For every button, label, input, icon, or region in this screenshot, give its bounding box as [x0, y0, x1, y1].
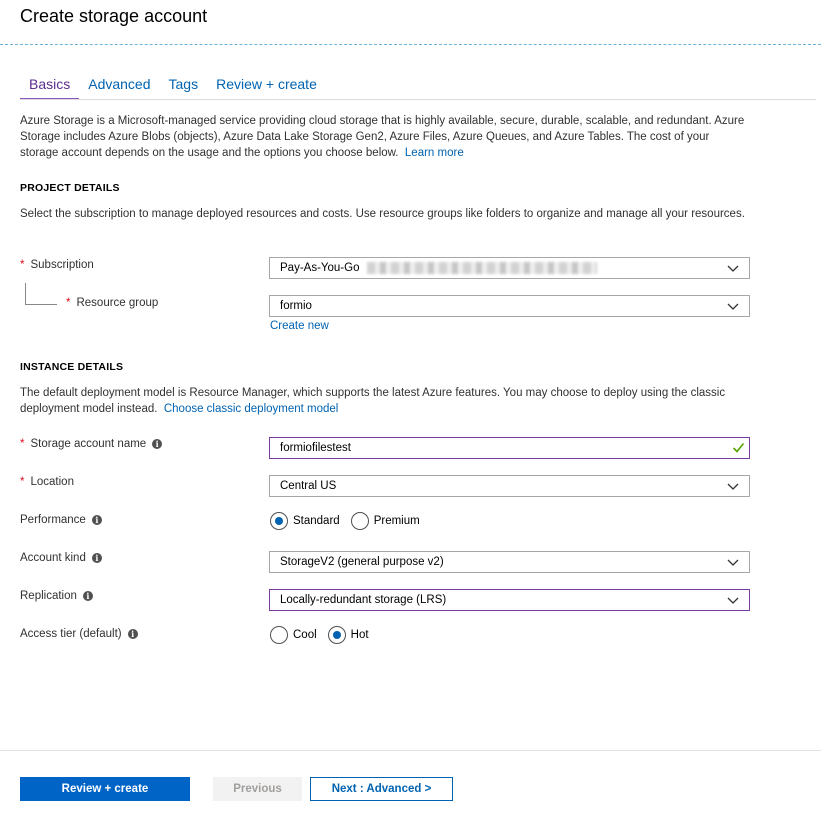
- instance-details-heading: INSTANCE DETAILS: [20, 361, 124, 373]
- tab-bar: [20, 76, 326, 100]
- next-advanced-button[interactable]: Next : Advanced >: [310, 777, 453, 801]
- radio-unchecked[interactable]: [351, 512, 369, 530]
- location-label: [20, 476, 74, 488]
- header-divider: [0, 44, 821, 45]
- performance-premium-label: Premium: [373, 515, 420, 527]
- checkmark-icon: [732, 441, 745, 454]
- chevron-down-icon: [727, 262, 739, 274]
- radio-unchecked[interactable]: [270, 626, 288, 644]
- info-icon[interactable]: i: [92, 515, 102, 525]
- required-asterisk: *: [20, 259, 25, 271]
- replication-value: Locally-redundant storage (LRS): [280, 594, 447, 606]
- subscription-label: [20, 259, 94, 271]
- previous-button[interactable]: Previous: [213, 777, 302, 801]
- subscription-value: Pay-As-You-Go: [280, 262, 360, 274]
- chevron-down-icon: [727, 556, 739, 568]
- replication-label: [20, 590, 93, 602]
- create-new-link[interactable]: Create new: [270, 320, 329, 332]
- access-tier-hot-label: Hot: [350, 629, 369, 641]
- radio-checked[interactable]: [328, 626, 346, 644]
- project-details-description: Select the subscription to manage deployed resources and costs. Use resource groups like folders to organize and manage all your resources.: [20, 208, 745, 220]
- redacted-subscription-id: [367, 262, 597, 274]
- account-kind-select[interactable]: [269, 551, 750, 573]
- project-details-heading: PROJECT DETAILS: [20, 182, 120, 194]
- performance-premium-option[interactable]: [351, 512, 420, 530]
- tab-review-create[interactable]: Review + create: [216, 76, 317, 92]
- review-create-button[interactable]: Review + create: [20, 777, 190, 801]
- storage-account-name-value: formiofilestest: [280, 442, 351, 454]
- access-tier-hot-option[interactable]: [328, 626, 369, 644]
- resource-group-label-text: Resource group: [76, 297, 159, 309]
- tree-connector: [25, 283, 57, 305]
- performance-label-text: Performance: [20, 514, 86, 526]
- resource-group-value: formio: [280, 300, 312, 312]
- access-tier-label-text: Access tier (default): [20, 628, 122, 640]
- tab-tags[interactable]: Tags: [168, 76, 199, 92]
- required-asterisk: *: [20, 476, 25, 488]
- storage-account-name-input[interactable]: [269, 437, 750, 459]
- location-select[interactable]: [269, 475, 750, 497]
- resource-group-label: [66, 297, 158, 309]
- required-asterisk: *: [66, 297, 71, 309]
- tabs-divider: [20, 99, 816, 100]
- replication-select[interactable]: [269, 589, 750, 611]
- chevron-down-icon: [727, 480, 739, 492]
- subscription-select[interactable]: [269, 257, 750, 279]
- location-value: Central US: [280, 480, 337, 492]
- subscription-label-text: Subscription: [30, 259, 94, 271]
- storage-account-name-label-text: Storage account name: [30, 438, 147, 450]
- tab-advanced[interactable]: Advanced: [88, 76, 151, 92]
- info-icon[interactable]: i: [92, 553, 102, 563]
- performance-label: [20, 514, 102, 526]
- account-kind-label-text: Account kind: [20, 552, 86, 564]
- radio-checked[interactable]: [270, 512, 288, 530]
- access-tier-radio-group: [270, 626, 380, 644]
- performance-standard-option[interactable]: [270, 512, 340, 530]
- account-kind-value: StorageV2 (general purpose v2): [280, 556, 444, 568]
- classic-deployment-link[interactable]: Choose classic deployment model: [163, 403, 339, 415]
- chevron-down-icon: [727, 594, 739, 606]
- footer-divider: [0, 750, 821, 751]
- info-icon[interactable]: i: [152, 439, 162, 449]
- performance-radio-group: [270, 512, 431, 530]
- instance-details-paragraph: [20, 385, 750, 417]
- access-tier-cool-label: Cool: [293, 629, 317, 641]
- required-asterisk: *: [20, 438, 25, 450]
- tab-basics[interactable]: Basics: [20, 76, 79, 100]
- intro-paragraph: [20, 113, 750, 161]
- info-icon[interactable]: i: [83, 591, 93, 601]
- info-icon[interactable]: i: [128, 629, 138, 639]
- access-tier-label: [20, 628, 138, 640]
- storage-account-name-label: [20, 438, 162, 450]
- page-title: Create storage account: [20, 6, 208, 26]
- learn-more-link[interactable]: Learn more: [404, 147, 464, 159]
- account-kind-label: [20, 552, 102, 564]
- intro-text: Azure Storage is a Microsoft-managed service providing cloud storage that is highly available, secure, durable, scalable, and redundant. Azure Storage includes Azure Blobs (objects), Azure Data Lake Storage Gen2, Azure Files, Azure Queues, and Azure Tables. The cost of your storage account depends on the usage and the options you choose below.: [20, 115, 745, 159]
- performance-standard-label: Standard: [293, 515, 340, 527]
- resource-group-select[interactable]: [269, 295, 750, 317]
- location-label-text: Location: [30, 476, 74, 488]
- chevron-down-icon: [727, 300, 739, 312]
- instance-details-description: The default deployment model is Resource Manager, which supports the latest Azure features. You may choose to deploy using the classic deployment model instead.: [20, 387, 726, 415]
- access-tier-cool-option[interactable]: [270, 626, 317, 644]
- replication-label-text: Replication: [20, 590, 77, 602]
